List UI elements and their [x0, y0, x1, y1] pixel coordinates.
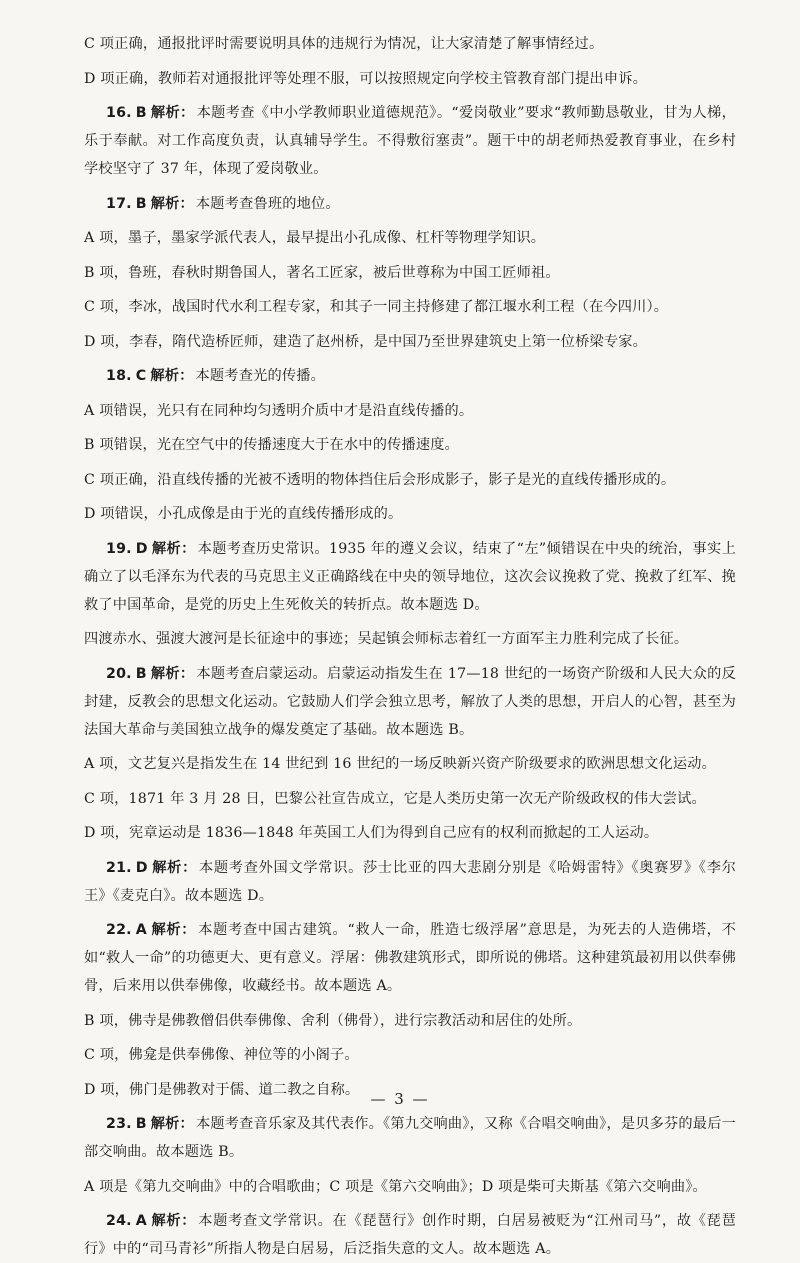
option-note: C 项，1871 年 3 月 28 日，巴黎公社宣告成立，它是人类历史第一次无产阶级政权的伟大尝试。: [84, 790, 706, 807]
answer-letter: C: [135, 368, 147, 384]
question-number: 19.: [106, 540, 132, 557]
explanation-text: 本题考查《中小学教师职业道德规范》。“爱岗敬业”要求“教师勤恳敬业，甘为人梯，乐于奉献。对工作高度负责，认真辅导学生。不得敷衍塞责”。题干中的胡老师热爱教育事业，在乡村学校坚守了 37 年，体现了爱岗敬业。: [84, 105, 736, 177]
explanation-text: 本题考查中国古建筑。“救人一命，胜造七级浮屠”意思是，为死去的人造佛塔，不如“救人一命”的功德更大、更有意义。浮屠：佛教建筑形式，即所说的佛塔。这种建筑最初用以供奉佛骨，后来用以供奉佛像，收藏经书。故本题选 A。: [84, 922, 736, 994]
answer-letter: D: [135, 859, 148, 876]
option-note: A 项，墨子，墨家学派代表人，最早提出小孔成像、杠杆等物理学知识。: [84, 230, 546, 246]
explanation-text: 本题考查外国文学常识。莎士比亚的四大悲剧分别是《哈姆雷特》《奥赛罗》《李尔王》《麦克白》。故本题选 D。: [84, 859, 736, 904]
option-note: C 项，佛龛是供奉佛像、神位等的小阁子。: [84, 1047, 359, 1063]
question-explanation: [84, 1110, 736, 1166]
question-number: 17.: [106, 195, 132, 212]
question-number: 16.: [106, 105, 132, 121]
question-explanation: [84, 916, 736, 1000]
explanation-text: 本题考查音乐家及其代表作。《第九交响曲》，又称《合唱交响曲》，是贝多芬的最后一部交响曲。故本题选 B。: [84, 1116, 736, 1160]
option-note: D 项，宪章运动是 1836—1848 年英国工人们为得到自己应有的权利而掀起的工人运动。: [84, 825, 659, 841]
explanation-text: 本题考查鲁班的地位。: [195, 195, 340, 212]
answer-letter: B: [135, 665, 147, 682]
question-explanation: [84, 854, 736, 910]
option-note: 四渡赤水、强渡大渡河是长征途中的事迹；吴起镇会师标志着红一方面军主力胜利完成了长征。: [84, 631, 689, 647]
explanation-text: 本题考查文学常识。在《琵琶行》创作时期，白居易被贬为“江州司马”，故《琵琶行》中的“司马青衫”所指人物是白居易，后泛指失意的文人。故本题选 A。: [84, 1213, 736, 1257]
option-note: A 项错误，光只有在同种均匀透明介质中才是沿直线传播的。: [84, 402, 474, 419]
option-note: C 项正确，通报批评时需要说明具体的违规行为情况，让大家清楚了解事情经过。: [84, 36, 604, 52]
page-number: — 3 —: [370, 1090, 430, 1108]
question-explanation: [84, 190, 736, 218]
question-number: 22.: [106, 922, 132, 938]
answer-letter: D: [135, 540, 148, 557]
option-note: B 项错误，光在空气中的传播速度大于在水中的传播速度。: [84, 437, 460, 453]
question-number: 24.: [106, 1213, 132, 1229]
answer-explanations: [84, 30, 736, 1263]
answer-letter: A: [135, 1213, 147, 1229]
explanation-text: 本题考查历史常识。1935 年的遵义会议，结束了“左”倾错误在中央的统治，事实上确立了以毛泽东为代表的马克思主义正确路线在中央的领导地位，这次会议挽救了党、挽救了红军、挽救了中国革命，是党的历史上生死攸关的转折点。故本题选 D。: [84, 540, 736, 613]
option-note: D 项错误，小孔成像是由于光的直线传播形成的。: [84, 506, 403, 522]
option-note: C 项，李冰，战国时代水利工程专家，和其子一同主持修建了都江堰水利工程（在今四川）。: [84, 299, 669, 315]
option-note: B 项，佛寺是佛教僧侣供奉佛像、舍利（佛骨），进行宗教活动和居住的处所。: [84, 1012, 582, 1029]
analysis-label: 解析：: [150, 1116, 194, 1132]
answer-letter: B: [135, 105, 147, 121]
explanation-text: 本题考查光的传播。: [195, 368, 326, 384]
analysis-label: 解析：: [150, 922, 197, 938]
answer-letter: A: [135, 922, 147, 938]
question-number: 23.: [106, 1116, 132, 1132]
option-note: B 项，鲁班，春秋时期鲁国人，著名工匠家，被后世尊称为中国工匠师祖。: [84, 264, 560, 281]
explanation-text: 本题考查启蒙运动。启蒙运动指发生在 17—18 世纪的一场资产阶级和人民大众的反封建，反教会的思想文化运动。它鼓励人们学会独立思考，解放了人类的思想，开启人的心智，甚至为法国大革命与美国独立战争的爆发奠定了基础。故本题选 B。: [84, 665, 736, 738]
option-note: D 项，佛门是佛教对于儒、道二教之自称。: [84, 1081, 360, 1098]
option-note: A 项是《第九交响曲》中的合唱歌曲；C 项是《第六交响曲》；D 项是柴可夫斯基《第六交响曲》。: [84, 1178, 707, 1195]
analysis-label: 解析：: [150, 665, 195, 682]
option-note: A 项，文艺复兴是指发生在 14 世纪到 16 世纪的一场反映新兴资产阶级要求的欧洲思想文化运动。: [84, 756, 717, 772]
answer-letter: B: [135, 195, 147, 212]
question-number: 20.: [106, 665, 132, 682]
analysis-label: 解析：: [151, 859, 197, 876]
option-note: D 项，李春，隋代造桥匠师，建造了赵州桥，是中国乃至世界建筑史上第一位桥梁专家。: [84, 333, 648, 350]
question-number: 21.: [106, 859, 132, 876]
analysis-label: 解析：: [151, 540, 196, 557]
question-explanation: [84, 99, 736, 183]
question-explanation: [84, 535, 736, 619]
analysis-label: 解析：: [150, 368, 194, 384]
question-number: 18.: [106, 368, 132, 384]
analysis-label: 解析：: [150, 195, 194, 212]
question-explanation: [84, 1207, 736, 1263]
question-explanation: [84, 660, 736, 744]
analysis-label: 解析：: [150, 1213, 197, 1229]
option-note: C 项正确，沿直线传播的光被不透明的物体挡住后会形成影子，影子是光的直线传播形成的。: [84, 471, 676, 488]
question-explanation: [84, 362, 736, 390]
option-note: D 项正确，教师若对通报批评等处理不服，可以按照规定向学校主管教育部门提出申诉。: [84, 70, 648, 87]
analysis-label: 解析：: [150, 105, 195, 121]
answer-letter: B: [135, 1116, 147, 1132]
